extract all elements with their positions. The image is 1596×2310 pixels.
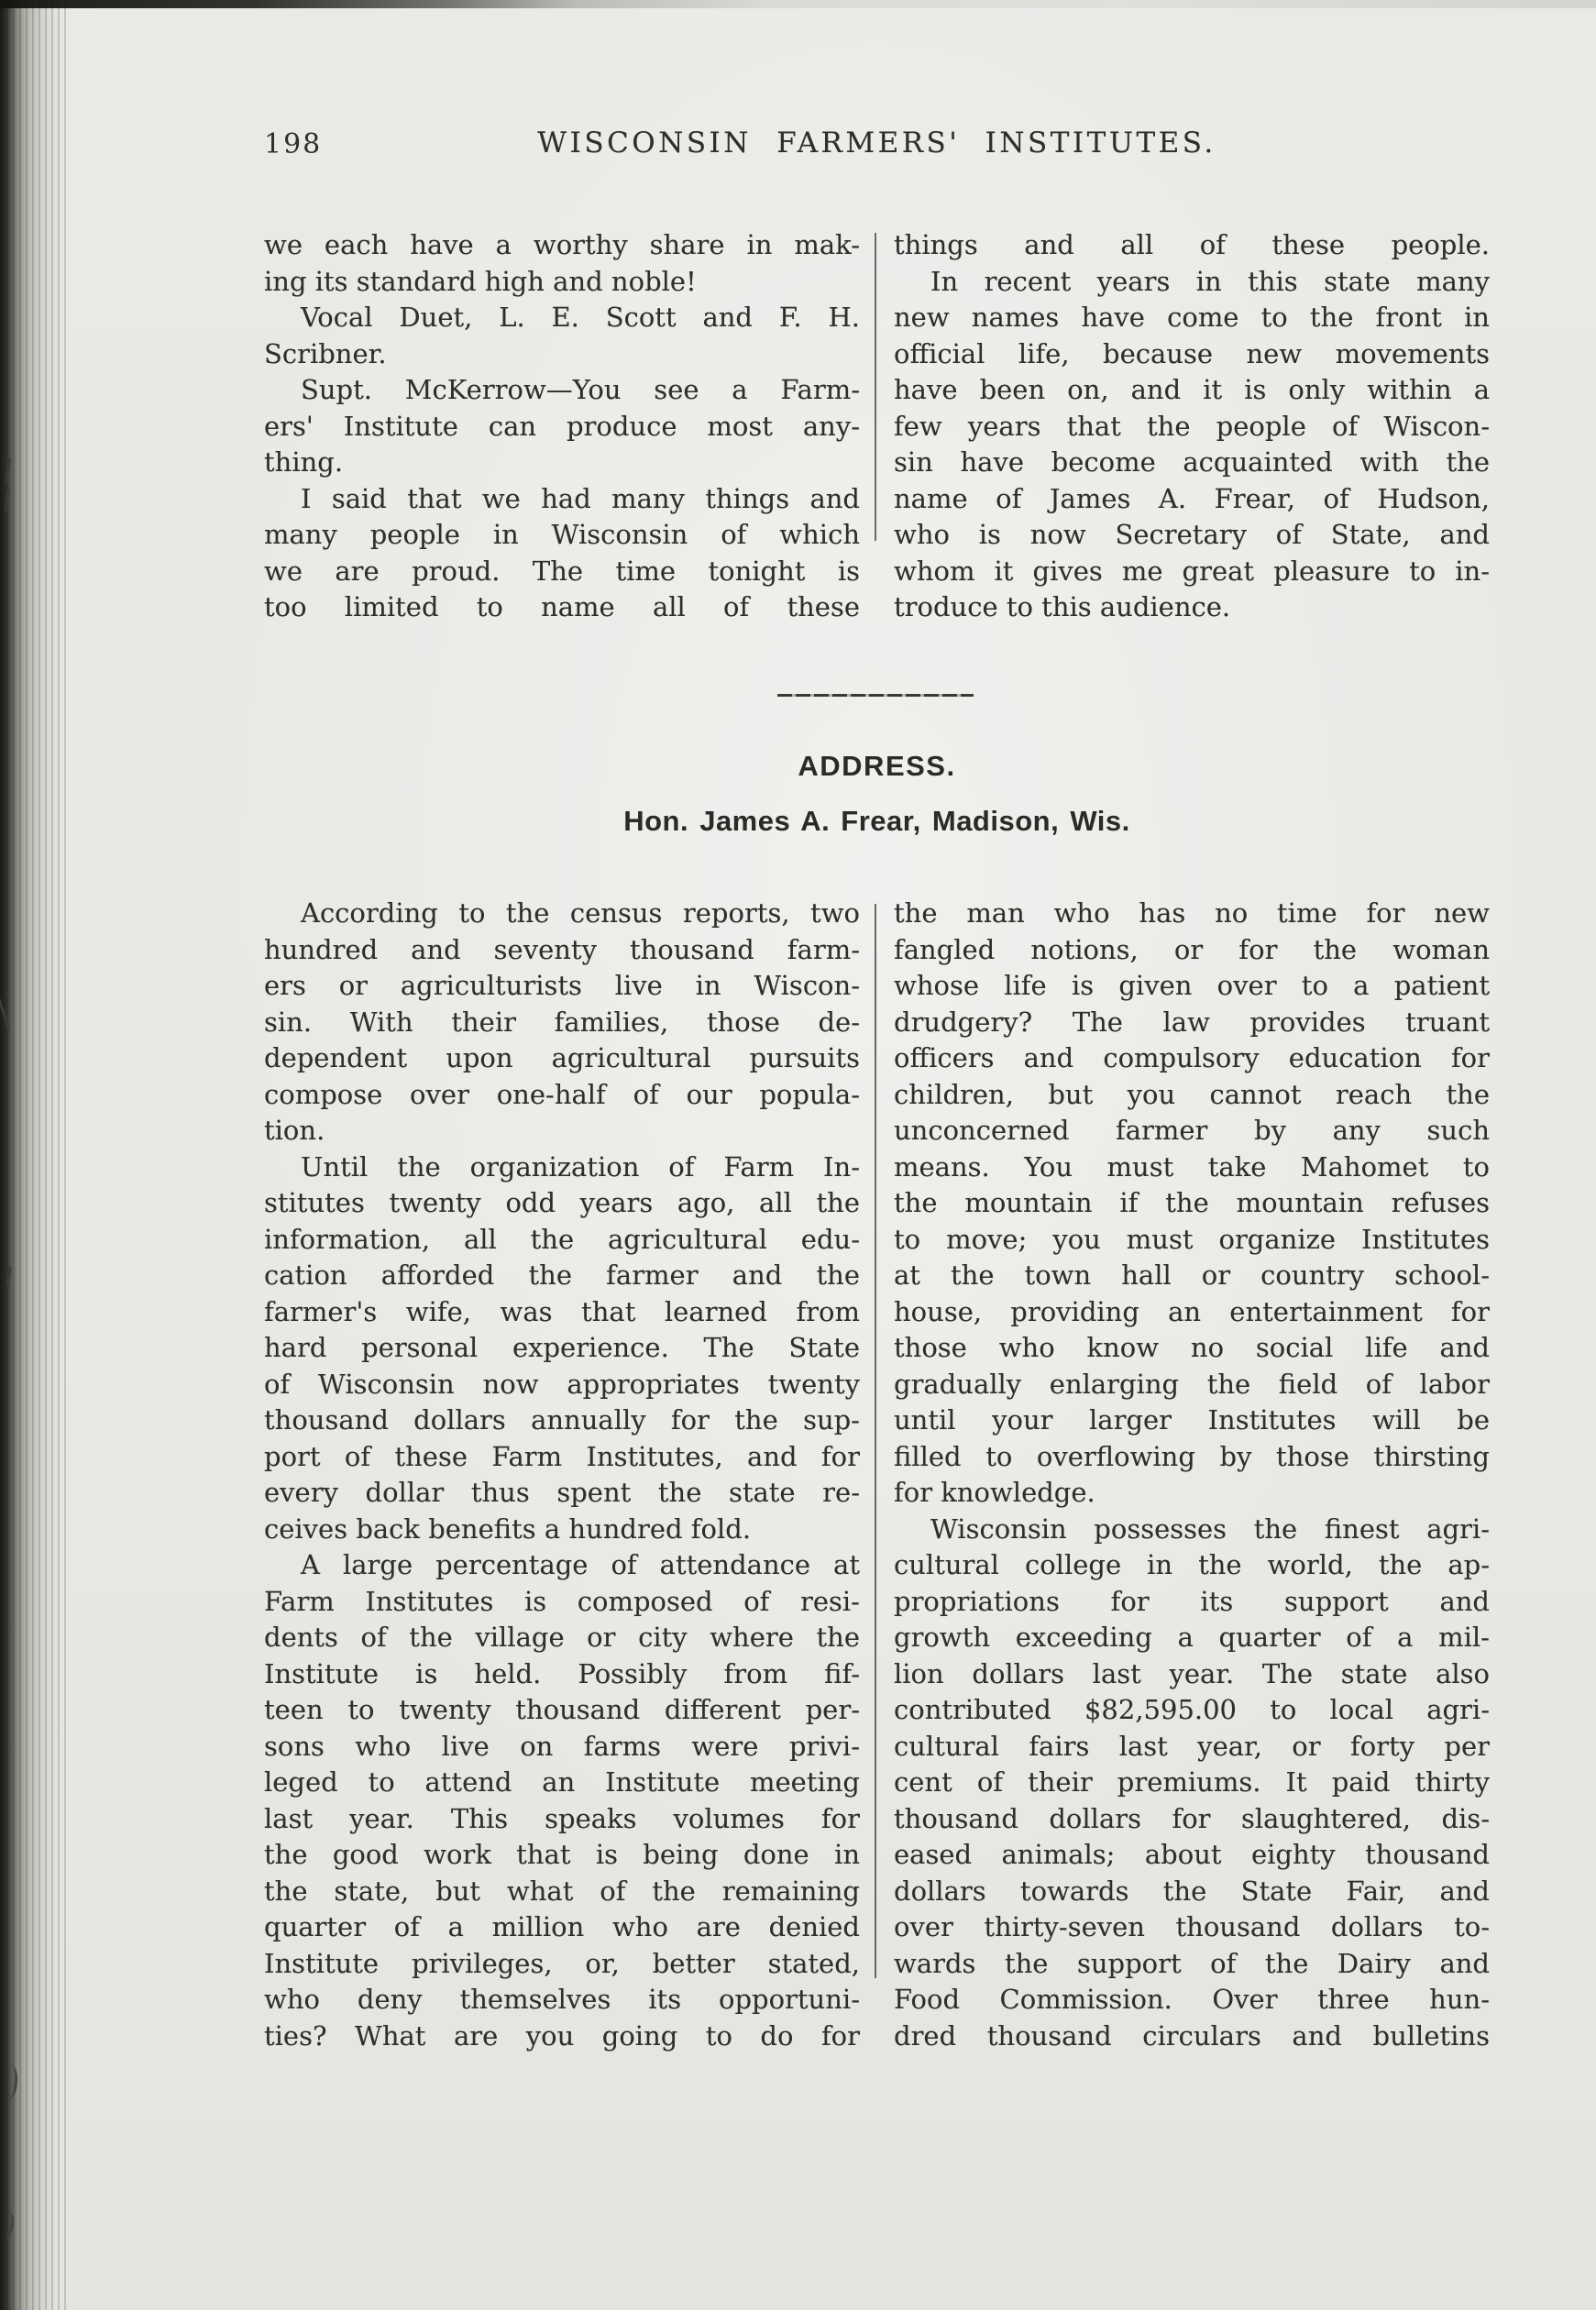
text-line: dollars towards the State Fair, and xyxy=(894,1875,1490,1907)
text-line: sin. With their families, those de- xyxy=(264,1006,860,1038)
text-line: cation afforded the farmer and the xyxy=(264,1260,860,1291)
text-line: of Wisconsin now appropriates twenty xyxy=(264,1368,860,1400)
text-line: whose life is given over to a patient xyxy=(894,970,1490,1001)
text-line: Institute privileges, or, better stated, xyxy=(264,1947,860,1979)
text-line: Wisconsin possesses the finest agri- xyxy=(930,1512,1490,1545)
text-line: the state, but what of the remaining xyxy=(264,1875,860,1907)
text-line: Food Commission. Over three hun- xyxy=(894,1984,1490,2015)
text-line: things and all of these people. xyxy=(894,229,1490,260)
text-line: whom it gives me great pleasure to in- xyxy=(894,555,1490,587)
text-line: ceives back benefits a hundred fold. xyxy=(264,1512,752,1545)
text-line: According to the census reports, two xyxy=(301,897,860,929)
text-line: Supt. McKerrow—You see a Farm- xyxy=(301,374,860,405)
text-line: cultural fairs last year, or forty per xyxy=(894,1730,1490,1762)
book-binding-edge xyxy=(0,0,68,2310)
text-line: ties? What are you going to do for xyxy=(264,2019,860,2052)
text-line: lion dollars last year. The state also xyxy=(894,1657,1490,1689)
text-line: ers or agriculturists live in Wiscon- xyxy=(264,970,860,1001)
text-line: drudgery? The law provides truant xyxy=(894,1006,1490,1038)
text-line: we each have a worthy share in mak- xyxy=(264,229,860,260)
text-line: eased animals; about eighty thousand xyxy=(894,1839,1490,1870)
text-line: those who know no social life and xyxy=(894,1332,1490,1363)
text-line: hundred and seventy thousand farm- xyxy=(264,933,860,965)
body-right-column xyxy=(894,896,1490,2054)
text-line: cent of their premiums. It paid thirty xyxy=(894,1766,1490,1798)
intro-right-column xyxy=(894,227,1490,626)
column-rule-body xyxy=(875,904,876,1978)
text-line: over thirty-seven thousand dollars to- xyxy=(894,1911,1490,1942)
text-line: who is now Secretary of State, and xyxy=(894,519,1490,550)
text-line: propriations for its support and xyxy=(894,1585,1490,1617)
text-line: farmer's wife, was that learned from xyxy=(264,1295,860,1327)
text-line: leged to attend an Institute meeting xyxy=(264,1766,860,1798)
scan-top-shadow xyxy=(0,0,1596,8)
text-line: to move; you must organize Institutes xyxy=(894,1223,1490,1255)
text-line: too limited to name all of these xyxy=(264,591,860,622)
text-line: Farm Institutes is composed of resi- xyxy=(264,1585,860,1617)
text-line: Until the organization of Farm In- xyxy=(301,1150,860,1182)
text-line: children, but you cannot reach the xyxy=(894,1078,1490,1110)
text-line: teen to twenty thousand different per- xyxy=(264,1694,860,1725)
text-line: ing its standard high and noble! xyxy=(264,265,697,297)
text-line: every dollar thus spent the state re- xyxy=(264,1477,860,1508)
text-line: I said that we had many things and xyxy=(301,482,860,514)
text-line: growth exceeding a quarter of a mil- xyxy=(894,1622,1490,1653)
text-line: troduce to this audience. xyxy=(894,591,1231,622)
text-line: ers' Institute can produce most any- xyxy=(264,410,860,442)
text-line: sin have become acquainted with the xyxy=(894,446,1490,478)
text-line: the mountain if the mountain refuses xyxy=(894,1187,1490,1218)
text-line: Scribner. xyxy=(264,337,387,369)
text-line: the man who has no time for new xyxy=(894,897,1490,929)
text-line: officers and compulsory education for xyxy=(894,1042,1490,1073)
text-line: new names have come to the front in xyxy=(894,302,1490,333)
text-line: means. You must take Mahomet to xyxy=(894,1150,1490,1182)
text-line: name of James A. Frear, of Hudson, xyxy=(894,482,1490,514)
column-rule-top xyxy=(875,233,876,541)
text-line: unconcerned farmer by any such xyxy=(894,1115,1490,1146)
intro-left-column xyxy=(264,227,860,626)
text-line: have been on, and it is only within a xyxy=(894,374,1490,405)
text-line: dependent upon agricultural pursuits xyxy=(264,1042,860,1073)
text-line: contributed $82,595.00 to local agri- xyxy=(894,1694,1490,1725)
text-line: quarter of a million who are denied xyxy=(264,1911,860,1942)
text-line: information, all the agricultural edu- xyxy=(264,1223,860,1255)
text-line: thousand dollars annually for the sup- xyxy=(264,1404,860,1436)
text-line: dents of the village or city where the xyxy=(264,1622,860,1653)
text-line: few years that the people of Wiscon- xyxy=(894,410,1490,442)
text-line: for knowledge. xyxy=(894,1477,1095,1508)
text-line: filled to overflowing by those thirsting xyxy=(894,1440,1490,1472)
text-line: compose over one-half of our popula- xyxy=(264,1078,860,1110)
text-line: last year. This speaks volumes for xyxy=(264,1802,860,1834)
text-line: fangled notions, or for the woman xyxy=(894,933,1490,965)
text-line: Institute is held. Possibly from fif- xyxy=(264,1657,860,1689)
text-line: dred thousand circulars and bulletins xyxy=(894,2019,1490,2052)
text-line: the good work that is being done in xyxy=(264,1839,860,1870)
section-divider-rule xyxy=(777,694,974,697)
address-speaker: Hon. James A. Frear, Madison, Wis. xyxy=(623,805,1130,837)
text-line: who deny themselves its opportuni- xyxy=(264,1984,860,2015)
text-line: thousand dollars for slaughtered, dis- xyxy=(894,1802,1490,1834)
text-line: In recent years in this state many xyxy=(930,265,1490,297)
text-line: we are proud. The time tonight is xyxy=(264,555,860,587)
text-line: thing. xyxy=(264,446,344,478)
text-line: hard personal experience. The State xyxy=(264,1332,860,1363)
text-line: sons who live on farms were privi- xyxy=(264,1730,860,1762)
text-line: Vocal Duet, L. E. Scott and F. H. xyxy=(301,302,860,333)
text-line: stitutes twenty odd years ago, all the xyxy=(264,1187,860,1218)
page-number: 198 xyxy=(264,128,323,160)
text-line: gradually enlarging the field of labor xyxy=(894,1368,1490,1400)
text-line: A large percentage of attendance at xyxy=(301,1549,860,1580)
text-line: house, providing an entertainment for xyxy=(894,1295,1490,1327)
text-line: until your larger Institutes will be xyxy=(894,1404,1490,1436)
text-line: port of these Farm Institutes, and for xyxy=(264,1440,860,1472)
text-line: many people in Wisconsin of which xyxy=(264,519,860,550)
text-line: cultural college in the world, the ap- xyxy=(894,1549,1490,1580)
text-line: official life, because new movements xyxy=(894,337,1490,369)
running-title: WISCONSIN FARMERS' INSTITUTES. xyxy=(537,126,1216,160)
body-left-column xyxy=(264,896,860,2054)
address-heading: ADDRESS. xyxy=(798,750,956,782)
text-line: wards the support of the Dairy and xyxy=(894,1947,1490,1979)
text-line: tion. xyxy=(264,1115,325,1146)
text-line: at the town hall or country school- xyxy=(894,1260,1490,1291)
